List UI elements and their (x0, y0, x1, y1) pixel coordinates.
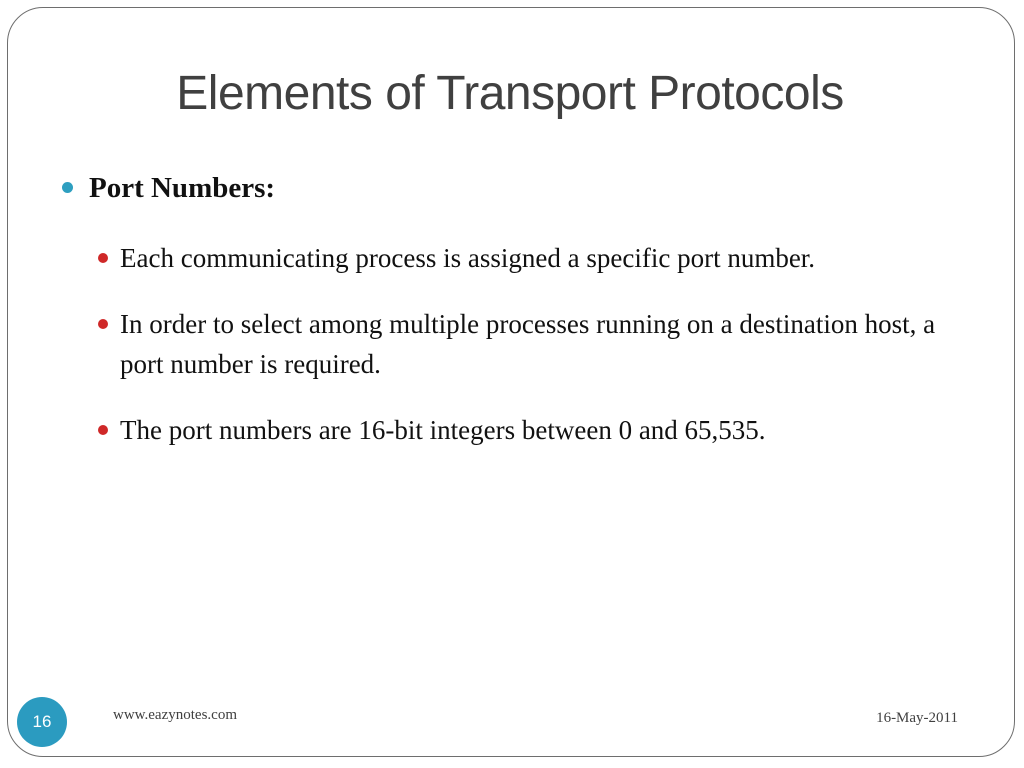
sub-bullet-text: The port numbers are 16-bit integers between 0 and 65,535. (120, 415, 766, 445)
bullet-label: Port Numbers: (89, 172, 276, 204)
slide-content (60, 168, 980, 450)
level2-bullet-icon (98, 253, 108, 263)
slide-number-badge: 16 (17, 697, 67, 747)
slide-title: Elements of Transport Protocols (176, 67, 844, 120)
bullet-port-numbers (60, 168, 980, 208)
sub-bullet-text: In order to select among multiple processes running on a destination host, a port number is required. (120, 309, 936, 379)
level2-bullet-icon (98, 319, 108, 329)
sub-bullet (98, 410, 980, 450)
level1-bullet-icon (62, 182, 73, 193)
level2-bullet-icon (98, 425, 108, 435)
sub-bullet (98, 238, 980, 278)
sub-bullet (98, 304, 980, 384)
sub-bullet-text: Each communicating process is assigned a specific port number. (120, 243, 816, 273)
footer-date: 16-May-2011 (876, 710, 958, 726)
footer-url: www.eazynotes.com (113, 707, 237, 723)
